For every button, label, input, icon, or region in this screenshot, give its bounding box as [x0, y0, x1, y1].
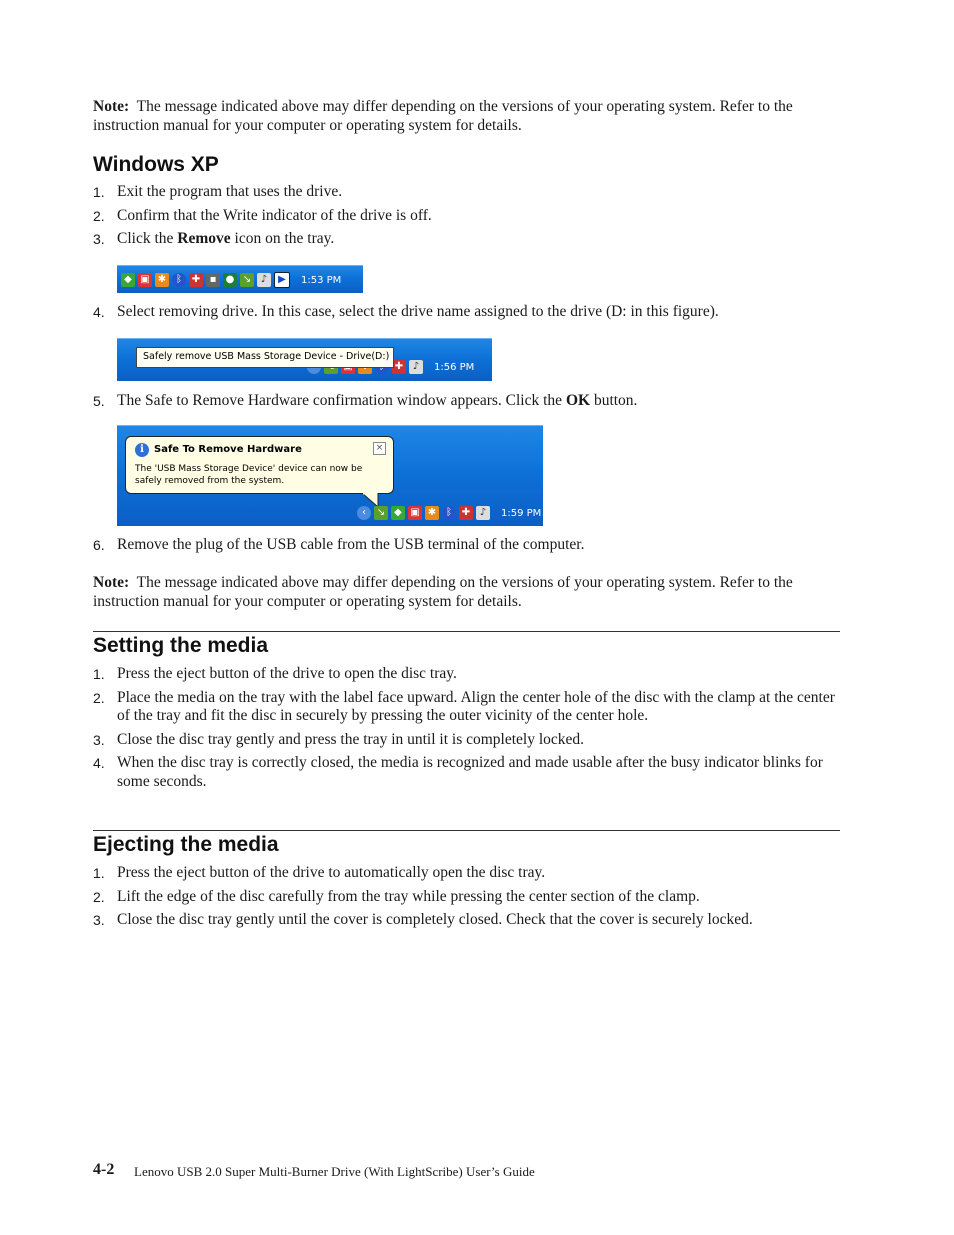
- list-item: 1. Exit the program that uses the drive.: [93, 183, 343, 200]
- antivirus-icon: ✚: [189, 273, 203, 287]
- balloon-body: The 'USB Mass Storage Device' device can now be safely removed from the system.: [135, 464, 363, 486]
- tray-clock-2: 1:56 PM: [434, 361, 475, 373]
- windows-xp-steps-1-3: [93, 183, 841, 249]
- list-item: 2. Confirm that the Write indicator of the drive is off.: [93, 206, 432, 224]
- note-bottom: [93, 574, 853, 611]
- list-item: 2. Lift the edge of the disc carefully from the tray while pressing the center section of the clamp.: [93, 887, 700, 905]
- note-label: Note:: [93, 574, 130, 591]
- page-number: 4-2: [93, 1161, 115, 1178]
- note-label: Note:: [93, 98, 130, 115]
- list-item: 4. When the disc tray is correctly closed, the media is recognized and made usable after the busy indicator blinks for some seconds.: [93, 754, 823, 790]
- list-item: 3. Click the Remove icon on the tray.: [93, 230, 335, 247]
- heading-setting-media: Setting the media: [93, 634, 269, 657]
- arrow-icon: ▶: [274, 272, 290, 288]
- volume-icon: ♪: [476, 506, 490, 520]
- tray-clock-3: 1:59 PM: [501, 507, 542, 519]
- info-icon: i: [135, 443, 149, 457]
- chevron-icon: ‹: [357, 506, 371, 520]
- monitor-icon: ▪: [206, 273, 220, 287]
- setting-media-steps: [93, 665, 841, 791]
- tray-clock-1: 1:53 PM: [301, 274, 342, 286]
- ejecting-media-steps: [93, 864, 841, 930]
- usb-icon: ◆: [391, 506, 405, 520]
- list-item: 2. Place the media on the tray with the label face upward. Align the center hole of the disc with the clamp at the center of the tray and fit the disc in securely by pressing the outer vicinity of the center hole.: [93, 688, 835, 724]
- bluetooth-icon: ᛒ: [442, 506, 456, 520]
- antivirus-icon: ✚: [392, 360, 406, 374]
- network-icon: ▣: [408, 506, 422, 520]
- note-text: The message indicated above may differ depending on the versions of your operating system. Refer to the instruction manual for your computer or operating system for details.: [93, 574, 793, 610]
- close-icon[interactable]: ×: [373, 442, 386, 455]
- tray-screenshot-2: [117, 338, 492, 381]
- tray-screenshot-1: [117, 265, 363, 293]
- safe-remove-balloon: [125, 436, 394, 494]
- app-icon: ✱: [155, 273, 169, 287]
- windows-xp-step-5: [93, 392, 841, 411]
- windows-xp-step-6: [93, 536, 841, 555]
- heading-ejecting-media: Ejecting the media: [93, 833, 279, 856]
- list-item: 5. The Safe to Remove Hardware confirmation window appears. Click the OK button.: [93, 392, 638, 409]
- windows-xp-step-4: [93, 303, 841, 322]
- list-item: 3. Close the disc tray gently and press the tray in until it is completely locked.: [93, 730, 585, 748]
- list-item: 3. Close the disc tray gently until the cover is completely closed. Check that the cover is securely locked.: [93, 911, 753, 928]
- note-top: [93, 98, 853, 135]
- safely-remove-menu-item[interactable]: Safely remove USB Mass Storage Device - Drive(D:): [136, 347, 394, 368]
- list-item: 1. Press the eject button of the drive to automatically open the disc tray.: [93, 864, 546, 881]
- green-icon: ●: [223, 273, 237, 287]
- app-icon: ✱: [425, 506, 439, 520]
- volume-icon: ♪: [409, 360, 423, 374]
- remove-hardware-icon[interactable]: ↘: [240, 273, 254, 287]
- tray-screenshot-3: [117, 425, 543, 526]
- heading-windows-xp: Windows XP: [93, 153, 219, 176]
- list-item: 4. Select removing drive. In this case, select the drive name assigned to the drive (D: in this figure).: [93, 303, 719, 320]
- usb-icon: ◆: [121, 273, 135, 287]
- footer-title: Lenovo USB 2.0 Super Multi-Burner Drive (With LightScribe) User’s Guide: [134, 1164, 535, 1179]
- balloon-title: Safe To Remove Hardware: [154, 444, 302, 455]
- section-divider: [93, 631, 840, 632]
- note-text: The message indicated above may differ depending on the versions of your operating system. Refer to the instruction manual for your computer or operating system for details.: [93, 98, 793, 134]
- list-item: 1. Press the eject button of the drive to open the disc tray.: [93, 665, 457, 682]
- bluetooth-icon: ᛒ: [172, 273, 186, 287]
- remove-hardware-icon[interactable]: ↘: [374, 506, 388, 520]
- volume-icon: ♪: [257, 273, 271, 287]
- list-item: 6. Remove the plug of the USB cable from the USB terminal of the computer.: [93, 536, 585, 553]
- network-icon: ▣: [138, 273, 152, 287]
- section-divider: [93, 830, 840, 831]
- antivirus-icon: ✚: [459, 506, 473, 520]
